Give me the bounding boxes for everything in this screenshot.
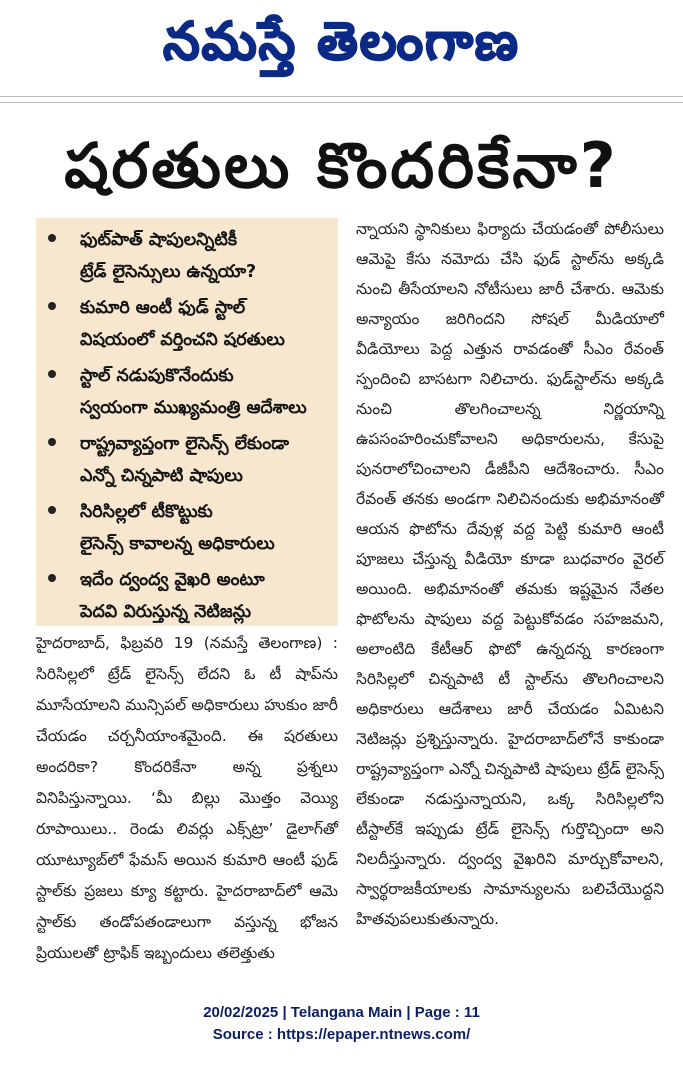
highlight-item [36, 360, 338, 428]
masthead [0, 0, 683, 90]
newspaper-logo: నమస్తే తెలంగాణ [163, 12, 520, 72]
highlight-line: లైసెన్స్ కావాలన్న అధికారులు [80, 534, 275, 554]
publication-info: 20/02/2025 | Telangana Main | Page : 11 [203, 1004, 480, 1021]
highlight-line: ఇదేం ద్వంద్వ వైఖరి అంటూ [80, 570, 265, 590]
highlight-item [36, 496, 338, 564]
highlight-line: ఎన్నో చిన్నపాటి షాపులు [80, 466, 243, 486]
bullet-icon [48, 370, 56, 378]
article-headline: షరతులు కొందరికేనా? [64, 129, 619, 202]
highlight-line: పెదవి విరుస్తున్న నెటిజన్లు [80, 602, 252, 622]
highlight-item [36, 428, 338, 496]
bullet-icon [48, 574, 56, 582]
highlight-item [36, 224, 338, 292]
highlight-line: స్వయంగా ముఖ్యమంత్రి ఆదేశాలు [80, 398, 307, 418]
bullet-icon [48, 234, 56, 242]
highlight-line: ఫుట్‌పాత్ షాపులన్నిటికీ [80, 230, 237, 250]
highlight-line: ట్రేడ్ లైసెన్సులు ఉన్నయా? [80, 262, 257, 282]
highlight-item [36, 292, 338, 360]
source-link[interactable]: Source : https://epaper.ntnews.com/ [212, 1026, 471, 1043]
highlight-line: కుమారి ఆంటీ ఫుడ్ స్టాల్ [80, 298, 246, 318]
highlight-line: విషయంలో వర్తించని షరతులు [80, 330, 285, 350]
highlight-line: రాష్ట్రవ్యాప్తంగా లైసెన్స్ లేకుండా [80, 434, 289, 454]
highlight-line: స్టాల్ నడుపుకొనేందుకు [80, 366, 234, 386]
highlight-item [36, 564, 338, 632]
article-body-right: న్నాయని స్థానికులు ఫిర్యాదు చేయడంతో పోలీసులు ఆమెపై కేసు నమోదు చేసి ఫుడ్ స్టాల్‌ను అక్కడి నుంచి తీసేయాలని నోటీసులు జారీ చేశారు. ఆమెకు అన్యాయం జరిగిందని సోషల్ మీడియాలో వీడియోలు పెద్ద ఎత్తున రావడంతో సీఎం రేవంత్ స్పందించి బాసటగా నిలిచారు. ఫుడ్‌స్టాల్‌ను అక్కడి నుంచి తొలగించాలన్న నిర్ణయాన్ని ఉపసంహరించుకోవాలని అధికారులను, కేసుపై పునరాలోచించాలని డీజీపీని ఆదేశించారు. సీఎం రేవంత్ తనకు అండగా నిలిచినందుకు అభిమానంతో ఆయన ఫొటోను దేవుళ్ల వద్ద పెట్టి కుమారి ఆంటీ పూజలు చేస్తున్న వీడియో కూడా బుధవారం వైరల్ అయింది. అభిమానంతో తమకు ఇష్టమైన నేతల ఫొటోలను షాపులు వద్ద పెట్టుకోవడం సహజమని, అలాంటిది కేటీఆర్ ఫొటో ఉన్నదన్న కారణంగా సిరిసిల్లలో చిన్నపాటి టీ స్టాల్‌ను తొలగించాలని అధికారులు ఆదేశాలు జారీ చేయడం ఏమిటని నెటిజన్లు ప్రశ్నిస్తున్నారు. హైదరాబాద్‌లోనే కాకుండా రాష్ట్రవ్యాప్తంగా ఎన్నో చిన్నపాటి షాపులు ట్రేడ్ లైసెన్స్ లేకుండా నడుస్తున్నాయని, ఒక్క సిరిసిల్లలోని టీస్టాల్‌కే ఇప్పుడు ట్రేడ్ లైసెన్స్ గుర్తొచ్చిందా అని నిలదీస్తున్నారు. ద్వంద్వ వైఖరిని మార్చుకోవాలని, స్వార్థరాజకీయాలకు సామాన్యులను బలిచేయొద్దని హితవుపలుకుతున్నారు. [356, 220, 664, 928]
article-column-right [356, 214, 664, 934]
article-column-left [36, 628, 338, 969]
bullet-icon [48, 438, 56, 446]
bullet-icon [48, 506, 56, 514]
masthead-rule-top [0, 96, 683, 97]
page-footer [0, 1002, 683, 1046]
highlight-line: సిరిసిల్లలో టీకొట్టుకు [80, 502, 213, 522]
bullet-icon [48, 302, 56, 310]
masthead-rule-bottom [0, 102, 683, 103]
highlights-box [36, 218, 338, 626]
article-body-left: హైదరాబాద్, ఫిబ్రవరి 19 (నమస్తే తెలంగాణ) : సిరిసిల్లలో ట్రేడ్ లైసెన్స్ లేదని ఓ టీ షాప్‌ను మూసేయాలని మున్సిపల్ అధికారులు హుకుం జారీ చేయడం చర్చనీయాంశమైంది. ఈ షరతులు అందరికా? కొందరికేనా అన్న ప్రశ్నలు వినిపిస్తున్నాయి. ‘మీ బిల్లు మొత్తం వెయ్యి రూపాయిలు.. రెండు లివర్లు ఎక్స్‌ట్రా’ డైలాగ్‌తో యూట్యూబ్‌లో ఫేమస్ అయిన కుమారి ఆంటీ ఫుడ్ స్టాల్‌కు ప్రజలు క్యూ కట్టారు. హైదరాబాద్‌లో ఆమె స్టాల్‌కు తండోపతండాలుగా వస్తున్న భోజన ప్రియులతో ట్రాఫిక్ ఇబ్బందులు తలెత్తుతు [36, 634, 338, 962]
